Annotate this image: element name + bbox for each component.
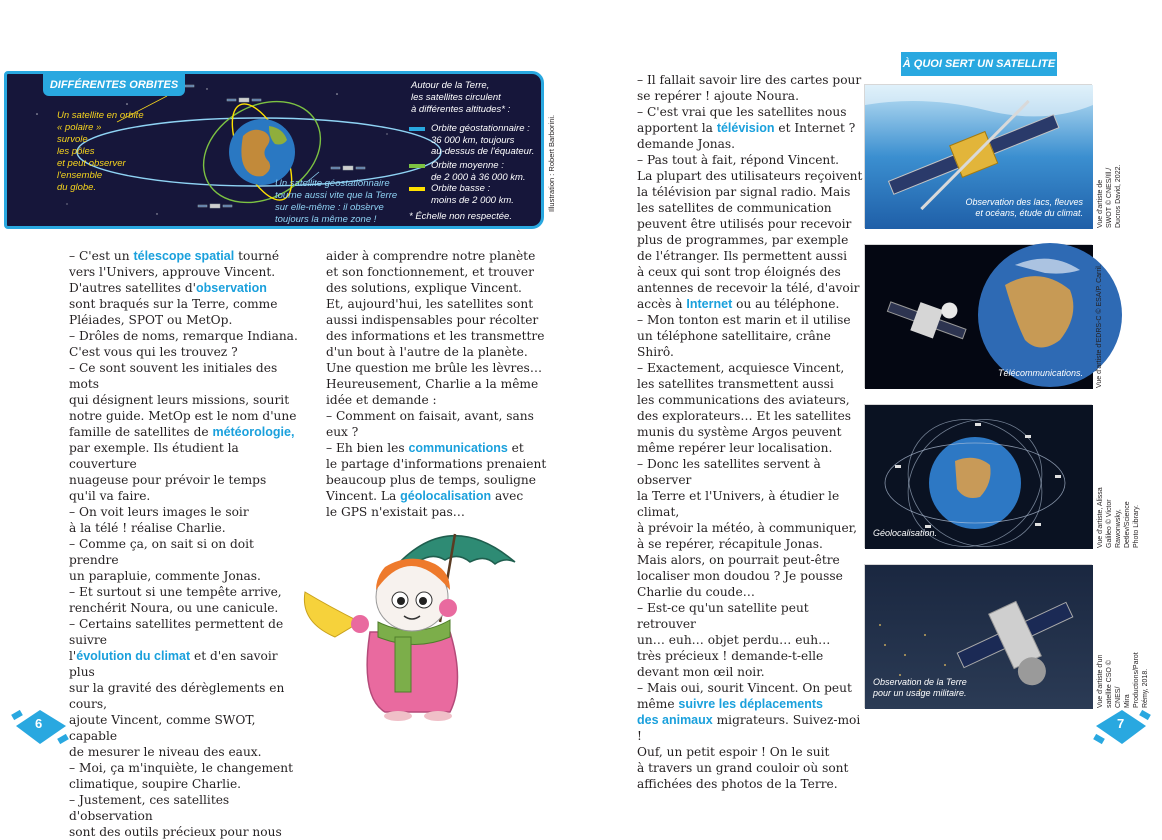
orbits-title: DIFFÉRENTES ORBITES [43,74,185,96]
text-line: très précieux ! demande-t-elle [637,649,824,663]
text-line: aussi indispensables pour récolter [326,313,539,327]
text-line: ajoute Vincent, comme SWOT, capable [69,713,256,743]
text-line: et son fonctionnement, et trouver [326,265,534,279]
photo-telecom [864,244,1092,388]
page-number-right: 7 [1117,716,1125,731]
text-line: sont des outils précieux pour nous [69,825,282,839]
text-line: localiser mon doudou ? Je pousse [637,569,843,583]
photo-caption: Observation des lacs, fleuves et océans, étude du climat. [965,197,1083,218]
keyword-space-telescope: télescope spatial [133,249,235,263]
photo-swot [864,84,1092,228]
text-line: sont braqués sur la Terre, comme [69,297,278,311]
text-line: de l'étranger. Ils permettent aussi [637,249,848,263]
text-line: Charlie du coude… [637,585,755,599]
legend-swatch [409,164,425,168]
photo-geolocation [864,404,1092,548]
text-line: peuvent être utilisés pour recevoir [637,217,852,231]
polar-orbit-note: Un satellite en orbite « polaire » survole les pôles et peut observer l'ensemble du globe. [57,110,144,193]
keyword-internet: Internet [686,297,733,311]
text-line: aider à comprendre notre planète [326,249,536,263]
text-line: d'un bout à l'autre de la planète. [326,345,528,359]
keyword-animals: des animaux [637,713,713,727]
photo-caption: Télécommunications. [997,368,1083,378]
photo-military [864,564,1092,708]
text-line: – Comment on faisait, avant, sans eux ? [326,409,534,439]
legend-medium [409,160,526,183]
text-line: – Est-ce qu'un satellite peut retrouver [637,601,809,631]
text-line: Mais alors, on pourrait peut-être [637,553,840,567]
text-line: des explorateurs… Et les satellites [637,409,852,423]
text-line: des animaux migrateurs. Suivez-moi ! [637,713,861,743]
text-line: – C'est un télescope spatial tourné [69,249,280,263]
text-line: – C'est vrai que les satellites nous [637,105,847,119]
text-line: affichées des photos de la Terre. [637,777,838,791]
text-line: à la télé ! réalise Charlie. [69,521,226,535]
keyword-observation: observation [196,281,267,295]
legend-low [409,183,514,206]
text-line: par exemple. Ils étudient la couverture [69,441,239,471]
text-line: – Mais oui, sourit Vincent. On peut [637,681,852,695]
text-line: la Terre et l'Univers, à étudier le climat, [637,489,840,519]
keyword-meteorology: météorologie, [212,425,295,439]
text-line: à prévoir la météo, à communiquer, [637,521,858,535]
text-line: des solutions, explique Vincent. [326,281,522,295]
legend-swatch [409,127,425,131]
text-line: un parapluie, commente Jonas. [69,569,261,583]
geostationary-note: Un satellite géostationnaire tourne aussi vite que la Terre sur elle-même : il observe toujours la même zone ! [275,178,398,225]
text-line: Pléiades, SPOT ou MetOp. [69,313,233,327]
legend-text: Orbite moyenne : de 2 000 à 36 000 km. [431,160,526,183]
text-line: – Drôles de noms, remarque Indiana. [69,329,298,343]
text-line: qui désignent leurs missions, sourit [69,393,290,407]
text-line: notre guide. MetOp est le nom d'une [69,409,297,423]
text-line: accès à Internet ou au téléphone. [637,297,840,311]
text-line: même suivre les déplacements [637,697,823,711]
text-line: munis du système Argos peuvent [637,425,842,439]
page-number-left: 6 [35,716,43,731]
sidebar-heading: À QUOI SERT UN SATELLITE [901,52,1057,76]
text-line: le partage d'informations prenaient [326,457,547,471]
text-line: – Eh bien les communications et [326,441,524,455]
text-line: Une question me brûle les lèvres… [326,361,543,375]
orbits-infographic [4,71,544,229]
text-line: La plupart des utilisateurs reçoivent [637,169,863,183]
text-line: se repérer ! ajoute Noura. [637,89,799,103]
keyword-climate-evolution: évolution du climat [76,649,191,663]
text-line: l'évolution du climat et d'en savoir plus [69,649,278,679]
legend-swatch [409,187,425,191]
text-line: des informations et les transmettre [326,329,545,343]
text-line: les satellites transmettent aussi [637,377,834,391]
character-with-umbrella-illustration [300,512,532,724]
text-line: – Exactement, acquiesce Vincent, [637,361,845,375]
photo-credit: Vue d'artiste de SWOT © CNES/Ill./ Ducros David, 2022. [1097,164,1122,228]
photo-credit: Vue d'artiste d'un satellite CSO © CNES/ Mira Productions/Parot Rémy, 2018. [1097,652,1149,708]
text-line: – On voit leurs images le soir [69,505,249,519]
text-line: à se repérer, récapitule Jonas. [637,537,823,551]
text-line: – Moi, ça m'inquiète, le changement [69,761,293,775]
photo-caption: Observation de la Terre pour un usage militaire. [873,677,967,698]
text-line: – Ce sont souvent les initiales des mots [69,361,278,391]
text-line: qu'il va faire. [69,489,151,503]
text-line: Vincent. La géolocalisation avec [326,489,524,503]
text-line: – Il fallait savoir lire des cartes pour [637,73,862,87]
text-column-1 [69,248,307,840]
keyword-geolocation: géolocalisation [400,489,492,503]
text-line: – Pas tout à fait, répond Vincent. [637,153,840,167]
text-line: le GPS n'existait pas… [326,505,465,519]
text-line: – Comme ça, on sait si on doit prendre [69,537,254,567]
text-line: nuageuse pour prévoir le temps [69,473,267,487]
text-line: devant mon œil noir. [637,665,765,679]
text-line: les communications des aviateurs, [637,393,850,407]
text-line: C'est vous qui les trouvez ? [69,345,238,359]
keyword-communications: communications [408,441,508,455]
keyword-animal-tracking: suivre les déplacements [678,697,823,711]
text-line: climatique, soupire Charlie. [69,777,242,791]
text-line: un… euh… objet perdu… euh… [637,633,831,647]
text-line: à ceux qui sont trop éloignés des [637,265,841,279]
text-line: plus de programmes, par exemple [637,233,849,247]
text-line: – Justement, ces satellites d'observation [69,793,230,823]
text-line: à travers un grand couloir où sont [637,761,849,775]
text-line: – Certains satellites permettent de suivre [69,617,284,647]
text-line: famille de satellites de météorologie, [69,425,295,439]
scale-footnote: * Échelle non respectée. [409,211,512,222]
text-column-2 [326,248,556,520]
text-line: – Donc les satellites servent à observer [637,457,821,487]
photo-credit: Vue d'artiste, Alissa Galileo © Victor Rawonwsky, Detlev/Science Photo Library. [1097,487,1140,548]
keyword-television: télévision [716,121,775,135]
text-line: apportent la télévision et Internet ? [637,121,856,135]
text-line: Ouf, un petit espoir ! On le suit [637,745,830,759]
text-line: demande Jonas. [637,137,736,151]
text-line: beaucoup plus de temps, souligne [326,473,536,487]
text-line: – Et surtout si une tempête arrive, [69,585,282,599]
text-line: Et, aujourd'hui, les satellites sont [326,297,534,311]
text-line: antennes de recevoir la télé, d'avoir [637,281,860,295]
photo-credit: Vue d'artiste d'EDRS-C © ESA/P. Carril. [1096,264,1103,388]
legend-text: Orbite basse : moins de 2 000 km. [431,183,514,206]
text-column-3 [637,72,863,792]
text-line: renchérit Noura, ou une canicule. [69,601,279,615]
text-line: un téléphone satellitaire, crâne Shirô. [637,329,831,359]
text-line: vers l'Univers, approuve Vincent. [69,265,276,279]
text-line: sur la gravité des dérèglements en cours, [69,681,285,711]
text-line: idée et demande : [326,393,437,407]
legend-geostationary [409,123,534,158]
text-line: de mesurer le niveau des eaux. [69,745,262,759]
legend-text: Orbite géostationnaire : 36 000 km, toujours au-dessus de l'équateur. [431,123,535,157]
orbits-credit: Illustration : Robert Barborini. [547,114,556,212]
orbits-intro: Autour de la Terre, les satellites circulent à différentes altitudes* : [411,80,511,115]
text-line: les satellites de communication [637,201,832,215]
text-line: même repérer leur localisation. [637,441,833,455]
text-line: – Mon tonton est marin et il utilise [637,313,851,327]
text-line: la télévision par signal radio. Mais [637,185,851,199]
text-line: D'autres satellites d'observation [69,281,267,295]
text-line: Heureusement, Charlie a la même [326,377,539,391]
photo-caption: Géolocalisation. [873,528,938,538]
